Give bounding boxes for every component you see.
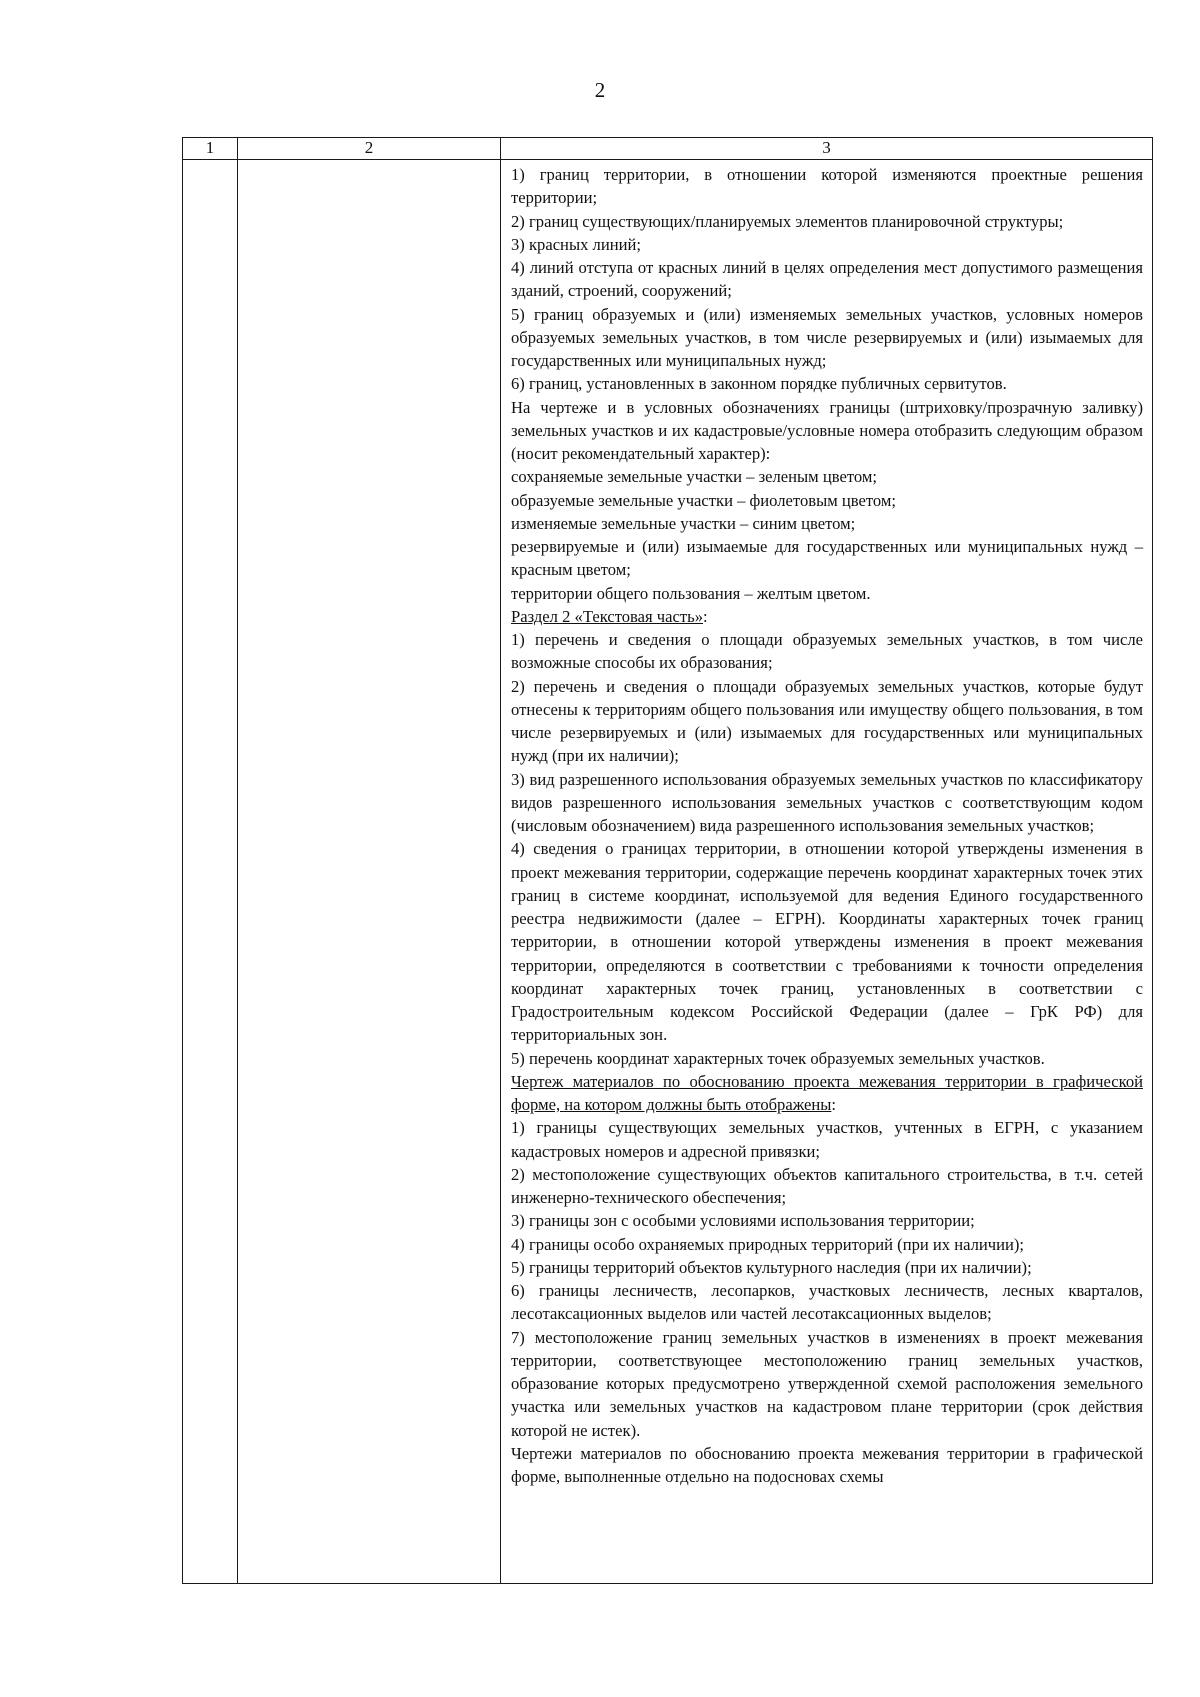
section-heading-text: Раздел 2 «Текстовая часть» — [511, 606, 703, 626]
list-item: сохраняемые земельные участки – зеленым цветом; — [511, 467, 877, 487]
list-item: 6) границ, установленных в законном порядке публичных сервитутов. — [511, 374, 1007, 394]
section-heading — [511, 1070, 1143, 1117]
list-item: 4) линий отступа от красных линий в целях определения мест допустимого размещения зданий, строений, сооружений; — [511, 258, 1143, 301]
requirements-table — [182, 137, 1153, 1584]
list-item: резервируемые и (или) изымаемые для государственных или муниципальных нужд – красным цветом; — [511, 537, 1143, 580]
list-item: 5) перечень координат характерных точек образуемых земельных участков. — [511, 1048, 1045, 1068]
list-item: 1) перечень и сведения о площади образуемых земельных участков, в том числе возможные способы их образования; — [511, 630, 1143, 673]
column-2-cell — [238, 160, 501, 1584]
list-item: На чертеже и в условных обозначениях границы (штриховку/прозрачную заливку) земельных участков и их кадастровые/условные номера отобразить следующим образом (носит рекомендательный характер): — [511, 397, 1143, 463]
table-row — [183, 160, 1153, 1584]
list-item: 1) границ территории, в отношении которой изменяются проектные решения территории; — [511, 165, 1143, 208]
section-heading — [511, 605, 1143, 628]
list-item: Чертежи материалов по обоснованию проекта межевания территории в графической форме, выполненные отдельно на подосновах схемы — [511, 1443, 1143, 1486]
list-item: 7) местоположение границ земельных участков в изменениях в проект межевания территории, соответствующее местоположению границ земельных участков, образование которых предусмотрено утвержденной схемой расположения земельного участка или земельных участков на кадастровом плане территории (срок действия которой не истек). — [511, 1327, 1143, 1440]
requirements-text — [501, 160, 1152, 1488]
table-header-row — [183, 138, 1153, 160]
list-item: 3) вид разрешенного использования образуемых земельных участков по классификатору видов разрешенного использования земельных участков с соответствующим кодом (числовым обозначением) вида разрешенного использования земельных участков; — [511, 769, 1143, 835]
page-number: 2 — [594, 78, 606, 102]
list-item: 3) границы зон с особыми условиями использования территории; — [511, 1211, 975, 1231]
section-heading-colon: : — [703, 606, 708, 626]
list-item: 5) границ образуемых и (или) изменяемых земельных участков, условных номеров образуемых земельных участков, в том числе резервируемых и (или) изымаемых для государственных или муниципальных нужд; — [511, 304, 1143, 370]
section-heading-text: Чертеж материалов по обоснованию проекта межевания территории в графической форме, на котором должны быть отображены — [511, 1071, 1143, 1114]
column-1-cell — [183, 160, 238, 1584]
list-item: 4) границы особо охраняемых природных территорий (при их наличии); — [511, 1234, 1025, 1254]
list-item: образуемые земельные участки – фиолетовым цветом; — [511, 490, 896, 510]
column-header-1: 1 — [183, 138, 238, 160]
column-3-cell — [501, 160, 1153, 1584]
list-item: 5) границы территорий объектов культурного наследия (при их наличии); — [511, 1257, 1032, 1277]
section-heading-colon: : — [831, 1095, 836, 1114]
list-item: 1) границы существующих земельных участков, учтенных в ЕГРН, с указанием кадастровых номеров и адресной привязки; — [511, 1118, 1143, 1161]
list-item: 6) границы лесничеств, лесопарков, участковых лесничеств, лесных кварталов, лесотаксационных выделов или частей лесотаксационных выделов; — [511, 1281, 1143, 1324]
list-item: изменяемые земельные участки – синим цветом; — [511, 513, 856, 533]
list-item: 2) перечень и сведения о площади образуемых земельных участков, которые будут отнесены к территориям общего пользования или имуществу общего пользования, в том числе резервируемых и (или) изымаемых для государственных или муниципальных нужд (при их наличии); — [511, 676, 1143, 766]
column-header-2: 2 — [238, 138, 501, 160]
list-item: 3) красных линий; — [511, 234, 641, 254]
list-item: территории общего пользования – желтым цветом. — [511, 583, 871, 603]
list-item: 4) сведения о границах территории, в отношении которой утверждены изменения в проект межевания территории, содержащие перечень координат характерных точек этих границ в системе координат, используемой для ведения Единого государственного реестра недвижимости (далее – ЕГРН). Координаты характерных точек границ территории, в отношении которой утверждены изменения в проект межевания территории, определяются в соответствии с требованиями к точности определения координат характерных точек границ, установленных в соответствии с Градостроительным кодексом Российской Федерации (далее – ГрК РФ) для территориальных зон. — [511, 839, 1143, 1045]
column-header-3: 3 — [501, 138, 1153, 160]
list-item: 2) местоположение существующих объектов капитального строительства, в т.ч. сетей инженерно-технического обеспечения; — [511, 1164, 1143, 1207]
list-item: 2) границ существующих/планируемых элементов планировочной структуры; — [511, 211, 1064, 231]
